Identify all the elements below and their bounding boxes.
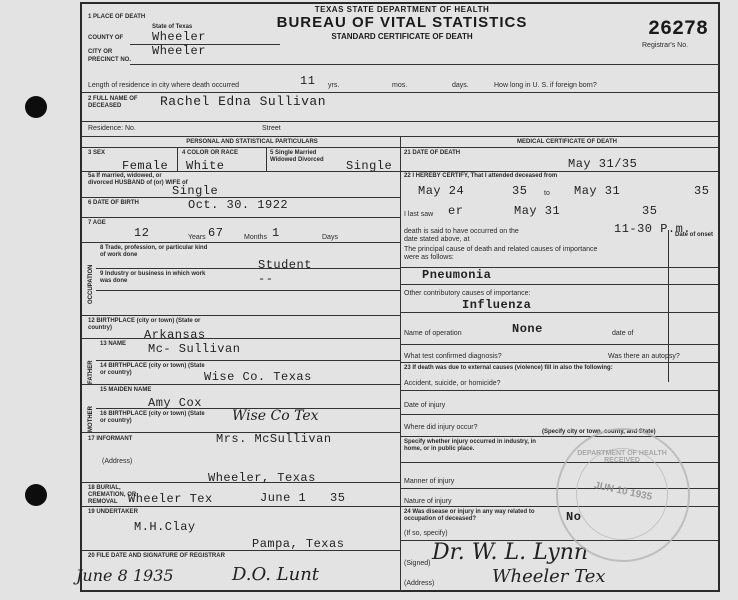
mother-birthplace: Wise Co Tex xyxy=(232,408,319,424)
punch-hole xyxy=(25,484,47,506)
father-name: Mc- Sullivan xyxy=(148,342,241,356)
state-label: State of Texas xyxy=(152,24,193,30)
informant-address: Wheeler, Texas xyxy=(208,471,316,485)
burial-date: June 1 xyxy=(260,491,307,505)
registrar-signature: D.O. Lunt xyxy=(232,564,320,585)
place-of-death-label: 1 PLACE OF DEATH xyxy=(88,14,146,20)
age-days-value: 1 xyxy=(272,226,280,240)
operation-value: None xyxy=(512,322,543,336)
injury-location-type-label: Specify whether injury occurred in industry, in home, or in public place. xyxy=(404,439,536,452)
occupation-value: Student xyxy=(258,258,312,272)
autopsy-label: Was there an autopsy? xyxy=(608,353,680,360)
sex-label: 3 SEX xyxy=(88,150,106,156)
father-side-label: FATHER xyxy=(88,360,94,384)
contributory-cause: Influenza xyxy=(462,298,532,312)
punch-hole xyxy=(25,96,47,118)
to-label: to xyxy=(544,190,550,197)
dob-label: 6 DATE OF BIRTH xyxy=(88,200,139,206)
occupation-label: 8 Trade, profession, or particular kind of work done xyxy=(100,245,208,258)
city-value: Wheeler xyxy=(152,44,206,58)
informant-label: 17 INFORMANT xyxy=(88,436,133,442)
last-saw-label: I last saw xyxy=(404,211,434,218)
marital-value: Single xyxy=(346,159,393,173)
registrar-number-label: Registrar's No. xyxy=(642,42,689,49)
race-label: 4 COLOR OR RACE xyxy=(182,150,239,156)
header-certificate-title: STANDARD CERTIFICATE OF DEATH xyxy=(331,32,473,41)
industry-value: -- xyxy=(258,272,274,286)
specify-location-label: (Specify city or town, county, and State) xyxy=(542,429,656,435)
months-unit-label: mos. xyxy=(392,82,408,89)
mother-side-label: MOTHER xyxy=(88,406,94,432)
file-date: June 8 1935 xyxy=(76,566,174,585)
stamp-date: JUN 10 1935 xyxy=(593,479,653,504)
signed-label: (Signed) xyxy=(404,560,431,567)
contributory-label: Other contributory causes of importance: xyxy=(404,290,531,297)
city-label: CITY OR xyxy=(88,49,113,55)
occupation-related-value: No xyxy=(566,510,582,524)
manner-label: Manner of injury xyxy=(404,478,455,485)
marital-label: 5 Single Married Widowed Divorced xyxy=(270,150,324,163)
alive-on-date: May 31 xyxy=(514,204,561,218)
dob-value: Oct. 30. 1922 xyxy=(188,198,289,212)
physician-address: Wheeler Tex xyxy=(492,566,606,587)
physician-address-label: (Address) xyxy=(404,580,435,587)
physician-signature: Dr. W. L. Lynn xyxy=(432,540,589,565)
attended-from-year: 35 xyxy=(512,184,528,198)
birthplace-label: 12 BIRTHPLACE (city or town) (State or country) xyxy=(88,318,201,331)
burial-label: 18 BURIAL, CREMATION, OR REMOVAL xyxy=(88,485,137,505)
operation-date-label: date of xyxy=(612,330,634,337)
informant-address-label: (Address) xyxy=(102,458,133,465)
burial-year: 35 xyxy=(330,491,346,505)
age-label: 7 AGE xyxy=(88,220,106,226)
years-unit-label: yrs. xyxy=(328,82,340,89)
time-label: death is said to have occurred on the date stated above, at xyxy=(404,228,519,243)
attended-from: May 24 xyxy=(418,184,465,198)
operation-label: Name of operation xyxy=(404,330,462,337)
undertaker-label: 19 UNDERTAKER xyxy=(88,509,138,515)
residence-length-label: Length of residence in city where death occurred xyxy=(88,82,239,89)
if-so-label: (If so, specify) xyxy=(404,530,448,537)
spouse-label: 5a If married, widowed, or divorced HUSBAND of (or) WIFE of xyxy=(88,173,188,186)
county-label: COUNTY OF xyxy=(88,35,124,41)
residence-no-label: Residence: No. xyxy=(88,125,136,132)
spouse-value: Single xyxy=(172,184,219,198)
injury-place-label: Where did injury occur? xyxy=(404,424,478,431)
medical-section-header: MEDICAL CERTIFICATE OF DEATH xyxy=(517,139,617,145)
burial-place: Wheeler Tex xyxy=(128,492,213,506)
days-unit-label: days. xyxy=(452,82,469,89)
diagnosis-label: What test confirmed diagnosis? xyxy=(404,353,502,360)
race-value: White xyxy=(186,159,225,173)
external-causes-label: 23 If death was due to external causes (violence) fill in also the following: xyxy=(404,365,613,371)
attended-to: May 31 xyxy=(574,184,621,198)
deceased-name: Rachel Edna Sullivan xyxy=(160,94,327,109)
date-of-death-label: 21 DATE OF DEATH xyxy=(404,150,461,156)
birthplace-value: Arkansas xyxy=(144,328,206,342)
father-name-label: 13 NAME xyxy=(100,341,127,347)
date-of-death-value: May 31/35 xyxy=(568,157,638,171)
last-saw-value: er xyxy=(448,204,464,218)
foreign-born-label: How long in U. S. if foreign born? xyxy=(494,82,597,89)
injury-date-label: Date of injury xyxy=(404,402,446,409)
father-birthplace-label: 14 BIRTHPLACE (city or town) (State or country) xyxy=(100,363,205,376)
mother-name: Amy Cox xyxy=(148,396,202,410)
header-department: TEXAS STATE DEPARTMENT OF HEALTH xyxy=(314,5,490,14)
registrar-label: 20 FILE DATE AND SIGNATURE OF REGISTRAR xyxy=(88,553,225,559)
full-name-label: 2 FULL NAME OF DECEASED xyxy=(88,96,138,109)
nature-label: Nature of injury xyxy=(404,498,452,505)
certificate-number: 26278 xyxy=(648,18,709,41)
alive-on-year: 35 xyxy=(642,204,658,218)
industry-label: 9 Industry or business in which work was done xyxy=(100,271,206,284)
mother-name-label: 15 MAIDEN NAME xyxy=(100,387,152,393)
informant-value: Mrs. McSullivan xyxy=(216,432,332,446)
date-of-onset-label: Date of onset xyxy=(674,232,713,238)
residence-length-value: 11 xyxy=(300,74,316,88)
father-birthplace: Wise Co. Texas xyxy=(204,370,312,384)
undertaker-address: Pampa, Texas xyxy=(252,537,345,551)
age-years-label: Years xyxy=(188,234,206,241)
sex-value: Female xyxy=(122,159,169,173)
residence-street-label: Street xyxy=(262,125,281,132)
time-of-death: 11-30 P.m. xyxy=(614,222,692,236)
personal-section-header: PERSONAL AND STATISTICAL PARTICULARS xyxy=(186,139,318,145)
county-value: Wheeler xyxy=(152,30,206,44)
precinct-label: PRECINCT NO. xyxy=(88,57,132,63)
certify-label: 22 I HEREBY CERTIFY, That I attended deceased from xyxy=(404,173,558,179)
age-months-value: 67 xyxy=(208,226,224,240)
undertaker-value: M.H.Clay xyxy=(134,520,196,534)
received-stamp xyxy=(556,428,690,562)
stamp-text: DEPARTMENT OF HEALTH RECEIVED xyxy=(577,450,667,464)
age-months-label: Months xyxy=(244,234,267,241)
principal-cause-label: The principal cause of death and related causes of importance were as follows: xyxy=(404,246,598,261)
occupation-related-label: 24 Was disease or injury in any way related to occupation of deceased? xyxy=(404,509,535,522)
header-bureau: BUREAU OF VITAL STATISTICS xyxy=(276,14,528,31)
age-years-value: 12 xyxy=(134,226,150,240)
principal-cause: Pneumonia xyxy=(422,268,492,282)
attended-to-year: 35 xyxy=(694,184,710,198)
occupation-side-label: OCCUPATION xyxy=(88,264,94,304)
age-days-label: Days xyxy=(322,234,338,241)
mother-birthplace-label: 16 BIRTHPLACE (city or town) (State or country) xyxy=(100,411,205,424)
accident-label: Accident, suicide, or homicide? xyxy=(404,380,501,387)
